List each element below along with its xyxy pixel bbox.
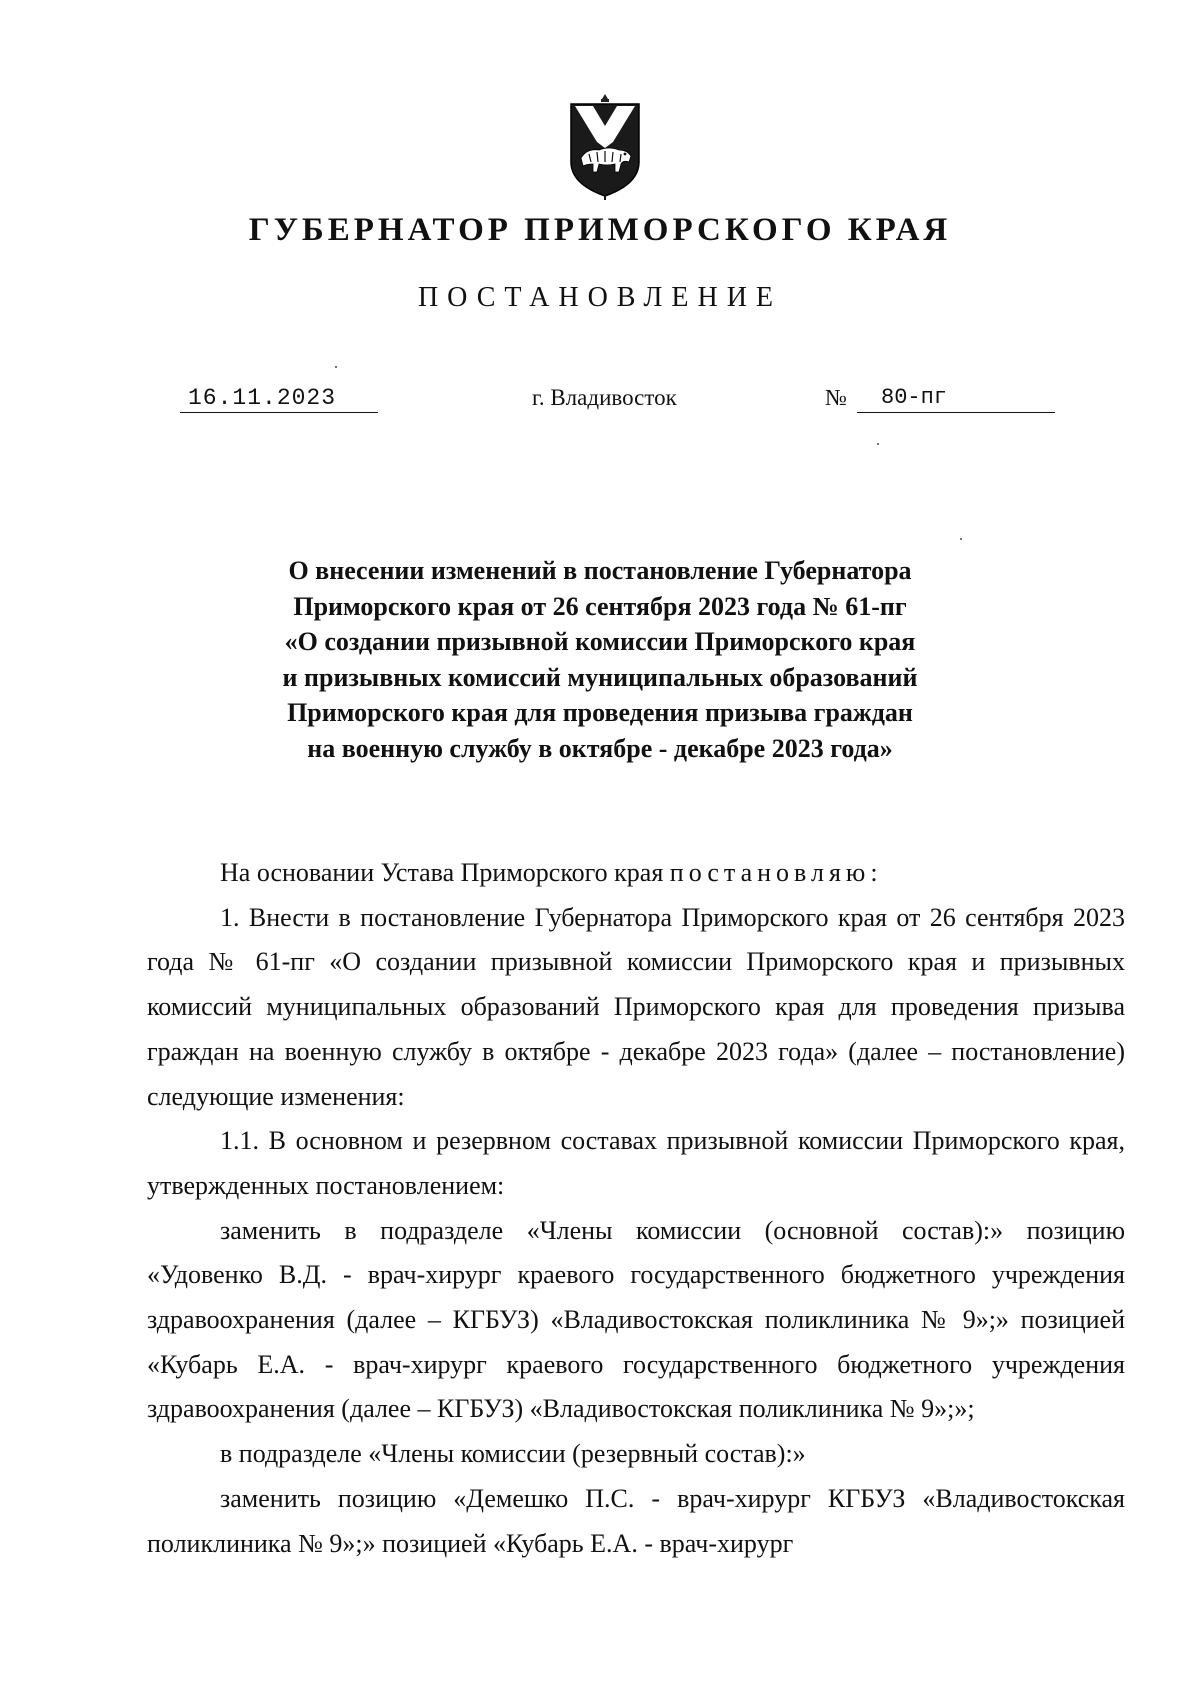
title-line: на военную службу в октябре - декабре 2023 года» <box>307 733 893 763</box>
title-line: и призывных комиссий муниципальных образований <box>282 662 918 692</box>
body-paragraph: заменить в подразделе «Члены комиссии (основной состав):» позицию «Удовенко В.Д. - врач-хирург краевого государственного бюджетного учреждения здравоохранения (далее – КГБУЗ) «Владивостокская поликлиника № 9»;» позицией «Кубарь Е.А. - врач-хирург краевого государственного бюджетного учреждения здравоохранения (далее – КГБУЗ) «Владивостокская поликлиника № 9»;»; <box>147 1215 1125 1424</box>
scan-speck <box>877 443 879 445</box>
document-number-block <box>825 384 1055 412</box>
document-number: 80-пг <box>857 384 1055 413</box>
title-line: О внесении изменений в постановление Губернатора <box>288 556 912 585</box>
document-body <box>147 851 1125 1566</box>
body-paragraph: 1.1. В основном и резервном составах призывной комиссии Приморского края, утвержденных постановлением: <box>147 1126 1125 1200</box>
title-line: Приморского края для проведения призыва граждан <box>287 698 913 727</box>
document-date: 16.11.2023 <box>180 384 378 413</box>
preamble-text: На основании Устава Приморского края <box>220 858 670 887</box>
body-paragraph: заменить позицию «Демешко П.С. - врач-хирург КГБУЗ «Владивостокская поликлиника № 9»;» позицией «Кубарь Е.А. - врач-хирург <box>147 1483 1125 1558</box>
resolve-word: постановляю: <box>669 858 883 887</box>
body-paragraph: 1. Внести в постановление Губернатора Приморского края от 26 сентября 2023 года № 61-пг «О создании призывной комиссии Приморского края и призывных комиссий муниципальных образований Приморского края для проведения призыва граждан на военную службу в октябре - декабре 2023 года» (далее – постановление) следующие изменения: <box>147 902 1125 1111</box>
preamble-paragraph <box>147 851 1125 896</box>
body-paragraph: в подразделе «Члены комиссии (резервный состав):» <box>220 1439 806 1469</box>
issuing-authority-heading: ГУБЕРНАТОР ПРИМОРСКОГО КРАЯ <box>248 212 952 248</box>
title-line: «О создании призывной комиссии Приморского края <box>284 627 916 656</box>
document-title <box>150 553 1050 766</box>
document-type-heading: ПОСТАНОВЛЕНИЕ <box>417 282 783 313</box>
document-city: г. Владивосток <box>532 385 677 410</box>
number-sign: № <box>825 385 847 410</box>
coat-of-arms-emblem <box>565 92 645 202</box>
scan-speck <box>335 366 337 368</box>
scan-speck <box>960 538 962 540</box>
title-line: Приморского края от 26 сентября 2023 года № 61-пг <box>293 591 907 621</box>
